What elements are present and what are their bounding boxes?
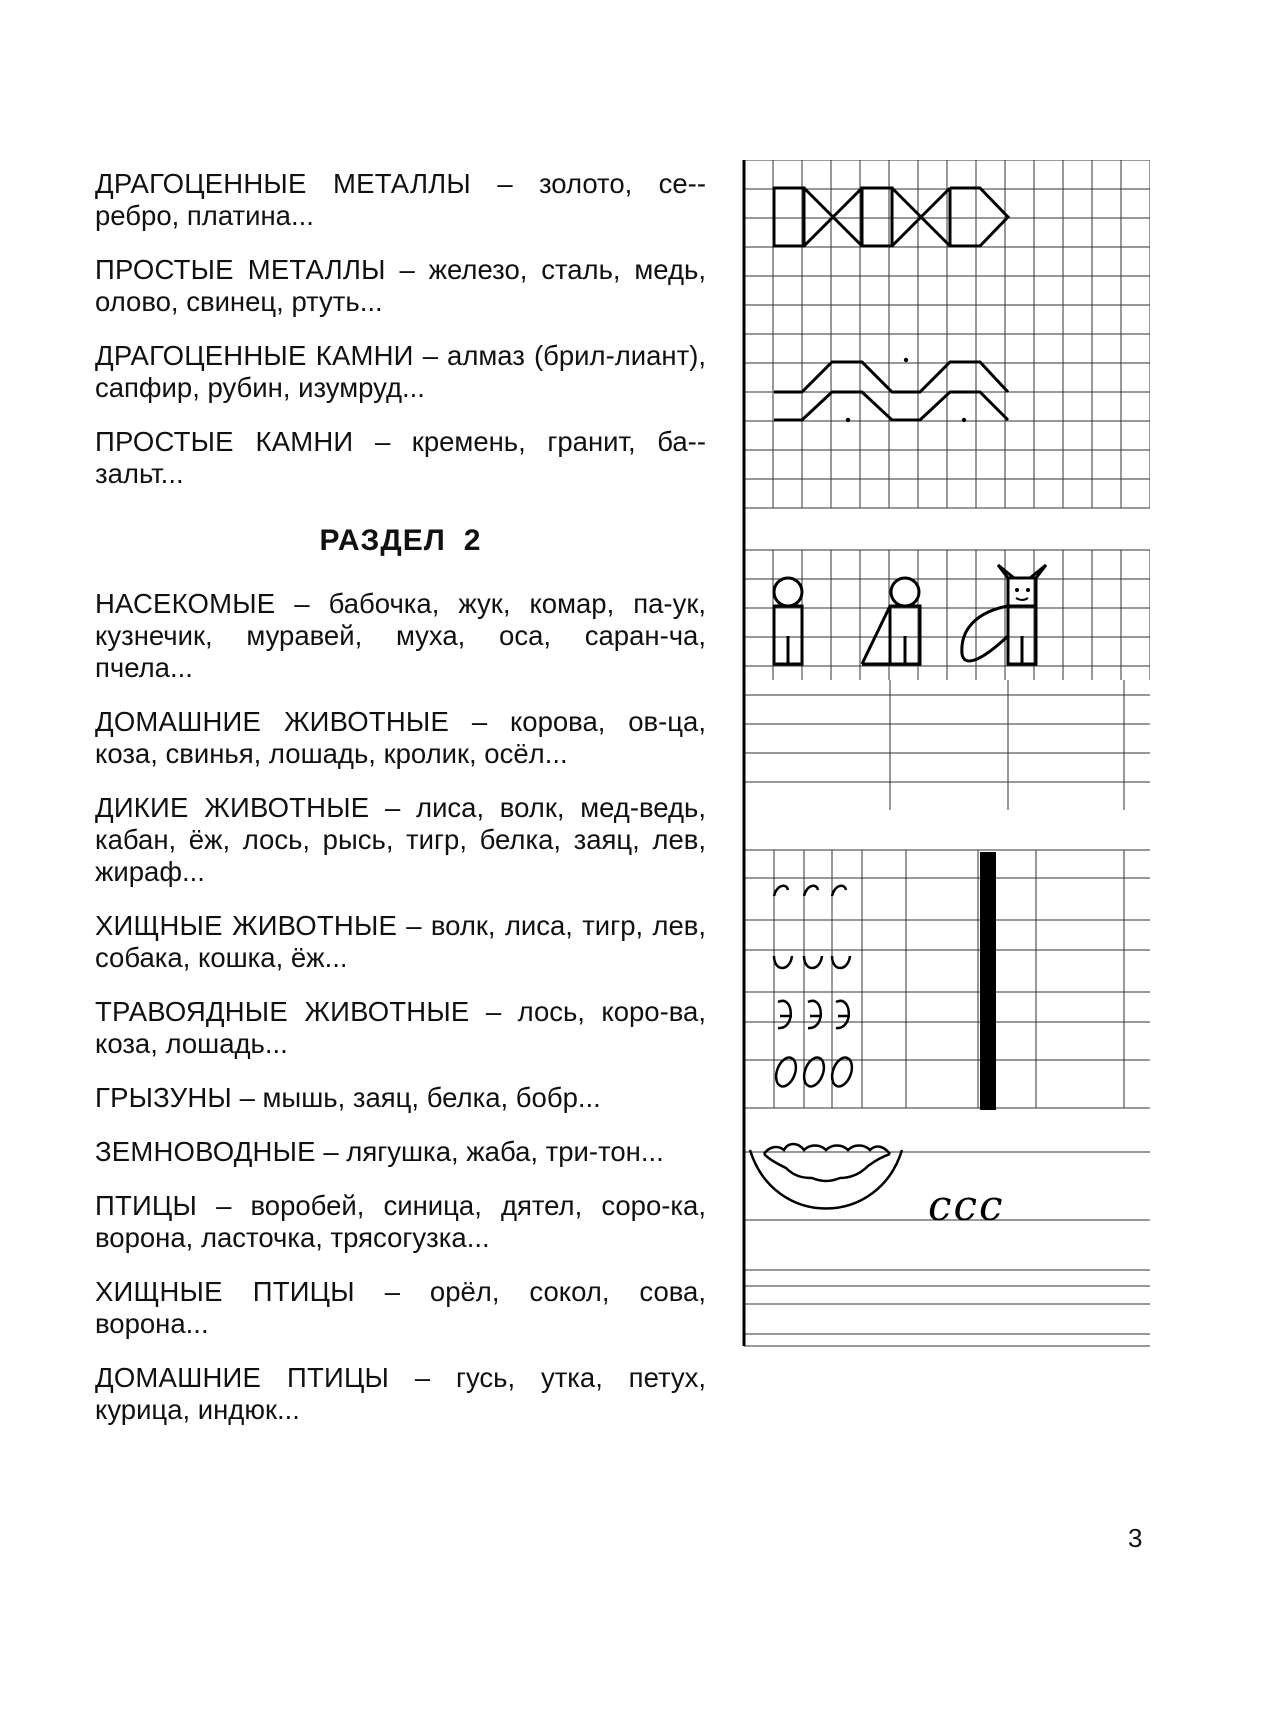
vocabulary-entry <box>95 426 706 490</box>
vocabulary-entry <box>95 588 706 684</box>
entry-heading: ГРЫЗУНЫ <box>95 1082 232 1113</box>
entry-text: – золото, се-ребро, платина... <box>95 168 706 231</box>
section-word: РАЗДЕЛ <box>319 524 446 557</box>
vocabulary-entry <box>95 1082 706 1114</box>
entry-heading: ДРАГОЦЕННЫЕ МЕТАЛЛЫ <box>95 168 471 199</box>
bowl-drawing <box>750 1144 902 1209</box>
entry-text: – орёл, сокол, сова, ворона... <box>95 1276 706 1339</box>
vocabulary-column <box>95 168 706 1448</box>
entry-text: – корова, ов-ца, коза, свинья, лошадь, кролик, осёл... <box>95 706 706 769</box>
entries-group-before <box>95 168 706 490</box>
vocabulary-entry <box>95 168 706 232</box>
letter-element-loops <box>774 956 850 968</box>
vocabulary-entry <box>95 340 706 404</box>
entry-text: – кремень, гранит, ба-зальт... <box>95 426 706 489</box>
entry-heading: ДИКИЕ ЖИВОТНЫЕ <box>95 792 370 823</box>
vocabulary-entry <box>95 1136 706 1168</box>
entry-heading: ХИЩНЫЕ ЖИВОТНЫЕ <box>95 910 398 941</box>
letter-element-reverse-o <box>778 1001 850 1028</box>
entry-text: – лиса, волк, мед-ведь, кабан, ёж, лось, рысь, тигр, белка, заяц, лев, жираф... <box>95 792 707 887</box>
pattern-zigzag-band <box>774 358 1008 422</box>
vocabulary-entry <box>95 706 706 770</box>
thick-vertical-bar <box>980 852 996 1110</box>
vocabulary-entry <box>95 996 706 1060</box>
vocabulary-entry <box>95 792 706 888</box>
entry-heading: ДОМАШНИЕ ПТИЦЫ <box>95 1362 390 1393</box>
entry-text: – алмаз (брил-лиант), сапфир, рубин, изумруд... <box>95 340 707 403</box>
entry-heading: ДРАГОЦЕННЫЕ КАМНИ <box>95 340 414 371</box>
entry-text: – гусь, утка, петух, курица, индюк... <box>95 1362 706 1425</box>
letter-element-hooks <box>774 886 846 896</box>
entries-group-after <box>95 588 706 1426</box>
entry-text: – мышь, заяц, белка, бобр... <box>231 1082 601 1113</box>
section-heading <box>95 524 706 558</box>
figure-cat <box>962 565 1046 664</box>
entry-heading: НАСЕКОМЫЕ <box>95 588 276 619</box>
exercise-grid-drawing <box>730 160 1150 1480</box>
entry-heading: ХИЩНЫЕ ПТИЦЫ <box>95 1276 355 1307</box>
entry-text: – бабочка, жук, комар, па-ук, кузнечик, муравей, муха, оса, саран-ча, пчела... <box>95 588 706 683</box>
page-number: 3 <box>1128 1523 1143 1553</box>
entry-text: – лось, коро-ва, коза, лошадь... <box>95 996 706 1059</box>
vocabulary-entry <box>95 1190 706 1254</box>
entry-heading: ПРОСТЫЕ МЕТАЛЛЫ <box>95 254 386 285</box>
entry-heading: ТРАВОЯДНЫЕ ЖИВОТНЫЕ <box>95 996 470 1027</box>
vocabulary-entry <box>95 1276 706 1340</box>
section-number: 2 <box>463 524 482 557</box>
vocabulary-entry <box>95 910 706 974</box>
entry-text: – волк, лиса, тигр, лев, собака, кошка, ёж... <box>95 910 706 973</box>
figure-person-with-cape <box>862 578 920 664</box>
grid-lines <box>744 160 1150 1346</box>
copy-text-sample: ccc <box>928 1181 1005 1230</box>
writing-exercises <box>730 160 1150 1480</box>
entry-heading: ДОМАШНИЕ ЖИВОТНЫЕ <box>95 706 449 737</box>
entry-text: – железо, сталь, медь, олово, свинец, ртуть... <box>95 254 706 317</box>
pattern-hexagon-chain <box>774 188 1008 246</box>
entry-text: – воробей, синица, дятел, соро-ка, ворона, ласточка, трясогузка... <box>95 1190 706 1253</box>
entry-text: – лягушка, жаба, три-тон... <box>315 1136 664 1167</box>
entry-heading: ПРОСТЫЕ КАМНИ <box>95 426 354 457</box>
vocabulary-entry <box>95 1362 706 1426</box>
entry-heading: ЗЕМНОВОДНЫЕ <box>95 1136 316 1167</box>
entry-heading: ПТИЦЫ <box>95 1190 198 1221</box>
figure-person <box>774 578 802 664</box>
vocabulary-entry <box>95 254 706 318</box>
